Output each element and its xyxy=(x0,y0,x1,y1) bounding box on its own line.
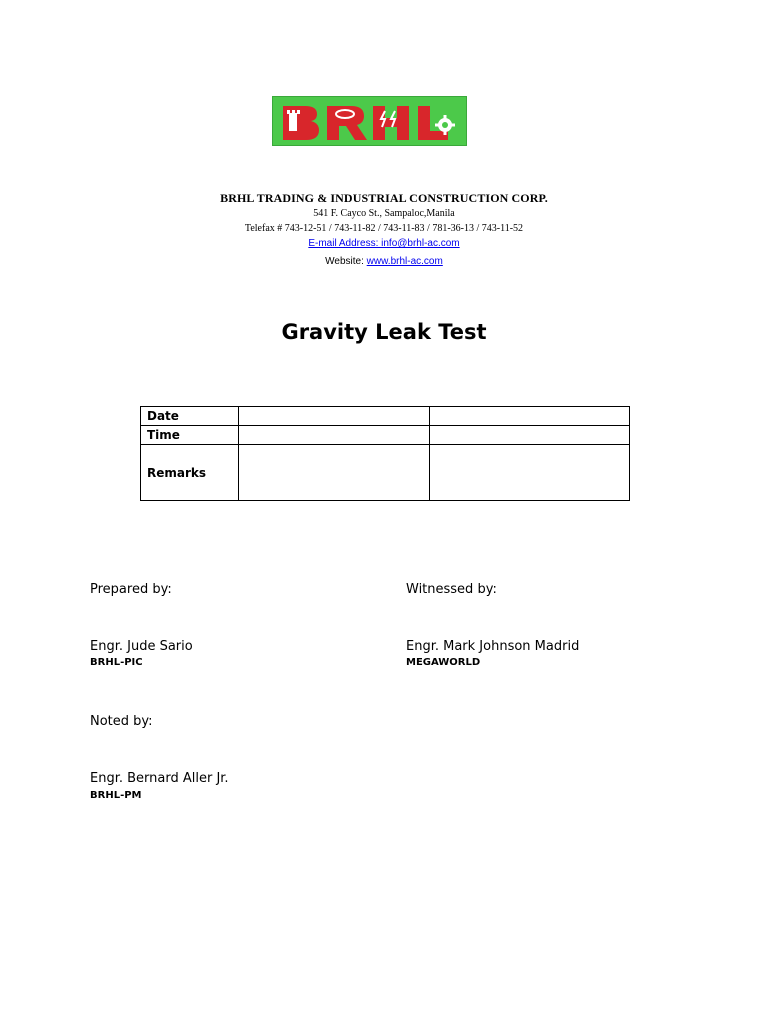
date-label: Date xyxy=(141,407,239,426)
table-row-remarks xyxy=(141,445,630,501)
company-address: 541 F. Cayco St., Sampaloc,Manila xyxy=(313,208,455,219)
table-row-time xyxy=(141,426,630,445)
time-value-cell-1[interactable] xyxy=(239,426,430,445)
company-name: BRHL TRADING & INDUSTRIAL CONSTRUCTION CORP. xyxy=(220,191,548,205)
remarks-label: Remarks xyxy=(141,445,239,501)
time-value-cell-2[interactable] xyxy=(430,426,630,445)
prepared-by-name: Engr. Jude Sario xyxy=(90,639,193,654)
company-website xyxy=(0,256,768,267)
date-value-cell-2[interactable] xyxy=(430,407,630,426)
website-label: Website: xyxy=(325,256,367,267)
document-title: Gravity Leak Test xyxy=(281,320,487,344)
date-value-cell-1[interactable] xyxy=(239,407,430,426)
table-row-date xyxy=(141,407,630,426)
prepared-by-label: Prepared by: xyxy=(90,582,172,597)
prepared-by-org: BRHL-PIC xyxy=(90,657,143,668)
test-record-table xyxy=(140,406,630,501)
company-email xyxy=(0,238,768,249)
witnessed-by-org: MEGAWORLD xyxy=(406,657,481,668)
remarks-value-cell-1[interactable] xyxy=(239,445,430,501)
noted-by-label: Noted by: xyxy=(90,714,153,729)
noted-by-org: BRHL-PM xyxy=(90,790,142,801)
email-link[interactable]: E-mail Address: info@brhl-ac.com xyxy=(308,238,460,249)
remarks-value-cell-2[interactable] xyxy=(430,445,630,501)
company-telefax: Telefax # 743-12-51 / 743-11-82 / 743-11-83 / 781-36-13 / 743-11-52 xyxy=(244,223,524,234)
company-logo xyxy=(272,96,467,146)
time-label: Time xyxy=(141,426,239,445)
brhl-logo-graphic xyxy=(273,97,466,145)
witnessed-by-name: Engr. Mark Johnson Madrid xyxy=(406,639,580,654)
witnessed-by-label: Witnessed by: xyxy=(406,582,497,597)
website-link[interactable]: www.brhl-ac.com xyxy=(366,256,443,267)
noted-by-name: Engr. Bernard Aller Jr. xyxy=(90,771,229,786)
